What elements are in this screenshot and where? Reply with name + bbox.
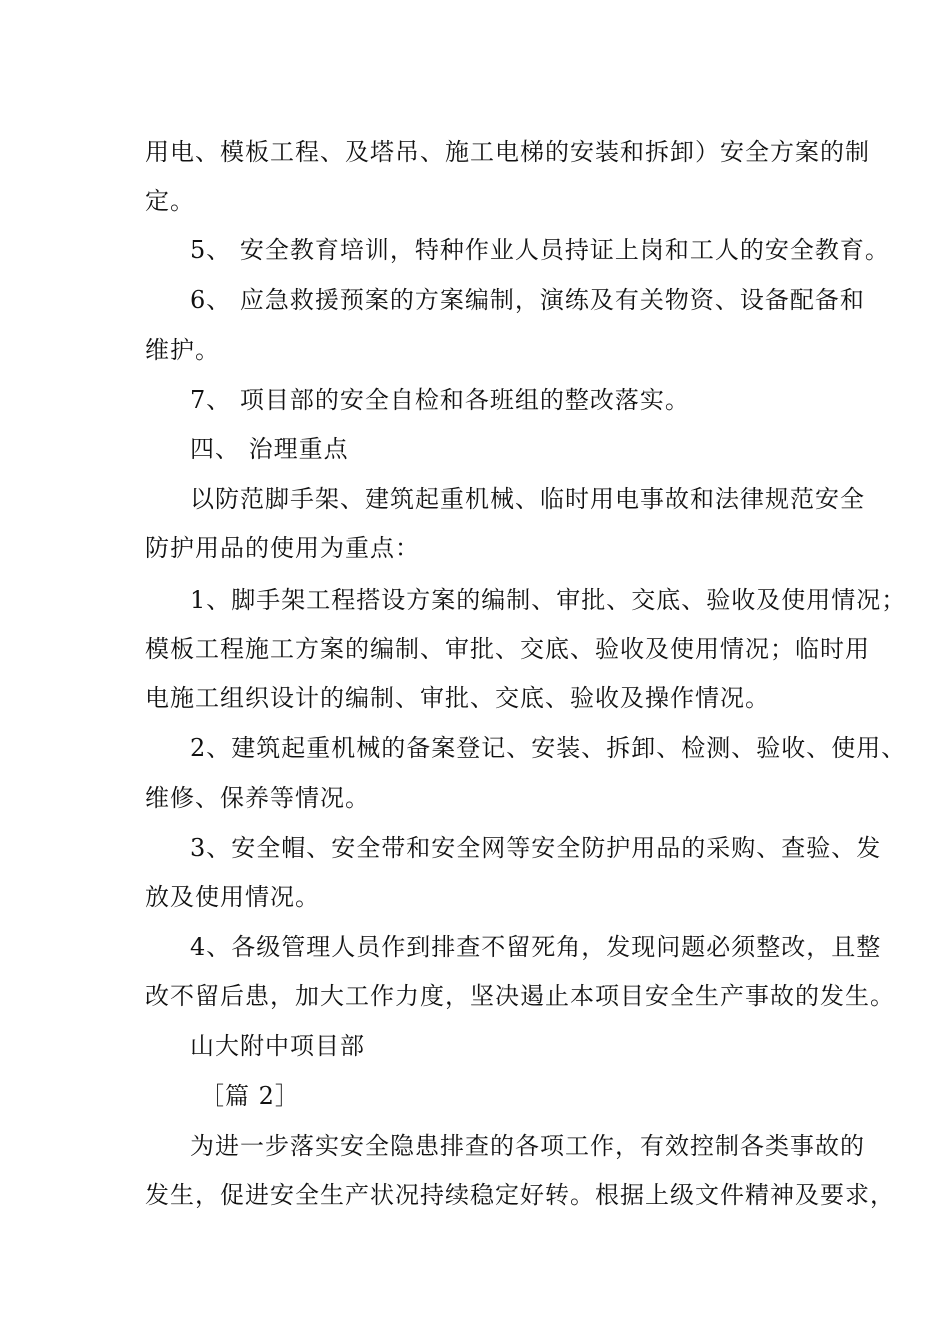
paragraph-line: 改不留后患，加大工作力度，坚决遏止本项目安全生产事故的发生。 xyxy=(145,982,895,1010)
list-item-7: 7、 项目部的安全自检和各班组的整改落实。 xyxy=(190,386,690,414)
paragraph-line: 电施工组织设计的编制、审批、交底、验收及操作情况。 xyxy=(145,684,770,712)
paragraph-line: 定。 xyxy=(145,187,195,215)
list-item-5: 5、 安全教育培训，特种作业人员持证上岗和工人的安全教育。 xyxy=(190,236,890,264)
paragraph-line: 放及使用情况。 xyxy=(145,883,320,911)
list-item-6: 6、 应急救援预案的方案编制，演练及有关物资、设备配备和 xyxy=(190,286,865,314)
paragraph-line: 用电、模板工程、及塔吊、施工电梯的安装和拆卸）安全方案的制 xyxy=(145,138,870,166)
list-item-1: 1、脚手架工程搭设方案的编制、审批、交底、验收及使用情况； xyxy=(190,586,907,614)
paragraph-line: 为进一步落实安全隐患排查的各项工作，有效控制各类事故的 xyxy=(190,1132,865,1160)
paragraph-line: 防护用品的使用为重点： xyxy=(145,534,420,562)
paragraph-line: 以防范脚手架、建筑起重机械、临时用电事故和法律规范安全 xyxy=(190,485,865,513)
paragraph-line: 维护。 xyxy=(145,336,220,364)
paragraph-line: 发生，促进安全生产状况持续稳定好转。根据上级文件精神及要求， xyxy=(145,1181,895,1209)
list-item-2: 2、建筑起重机械的备案登记、安装、拆卸、检测、验收、使用、 xyxy=(190,734,907,762)
list-item-4: 4、各级管理人员作到排查不留死角，发现问题必须整改，且整 xyxy=(190,933,882,961)
paragraph-line: 模板工程施工方案的编制、审批、交底、验收及使用情况；临时用 xyxy=(145,635,870,663)
signature-line: 山大附中项目部 xyxy=(190,1032,365,1060)
section-marker: ［篇 2］ xyxy=(200,1082,300,1110)
list-item-3: 3、安全帽、安全带和安全网等安全防护用品的采购、查验、发 xyxy=(190,834,882,862)
paragraph-line: 维修、保养等情况。 xyxy=(145,784,370,812)
section-heading: 四、 治理重点 xyxy=(190,435,349,463)
